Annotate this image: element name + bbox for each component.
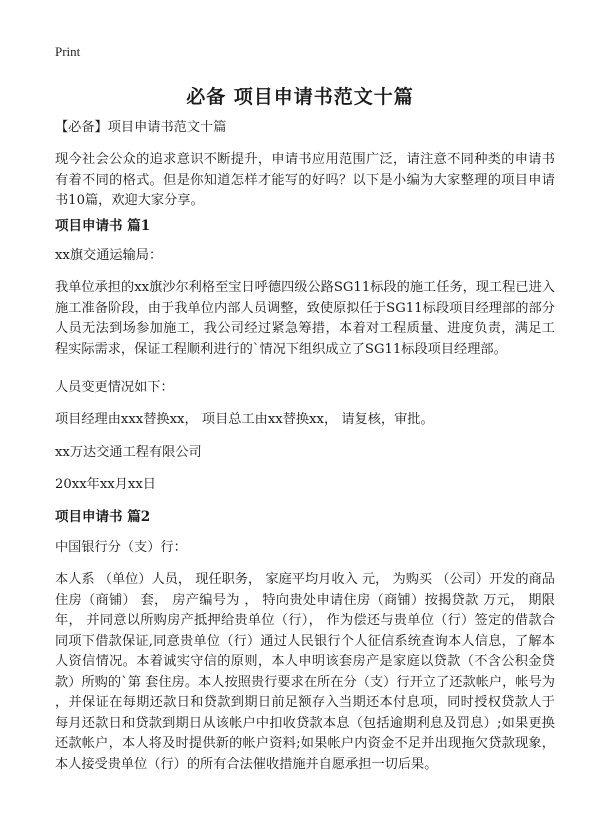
section1-date: 20xx年xx月xx日 bbox=[55, 477, 156, 492]
section1-body bbox=[55, 278, 555, 360]
section2-body bbox=[55, 570, 555, 775]
section1-heading: 项目申请书 篇1 bbox=[55, 218, 151, 234]
section1-change-detail: 项目经理由xxx替换xx， 项目总工由xx替换xx， 请复核，审批。 bbox=[55, 412, 434, 427]
section1-change-label: 人员变更情况如下： bbox=[55, 380, 174, 395]
section1-salutation: xx旗交通运输局： bbox=[55, 248, 163, 263]
subtitle-text: 【必备】项目申请书范文十篇 bbox=[55, 120, 227, 135]
intro-text: 现今社会公众的追求意识不断提升，申请书应用范围广泛，请注意不同种类的申请书有着不同的格式。但是你知道怎样才能写的好吗？以下是小编为大家整理的项目申请书10篇，欢迎大家分享。 bbox=[55, 152, 555, 208]
section2-heading: 项目申请书 篇2 bbox=[55, 509, 151, 525]
subtitle bbox=[55, 118, 555, 139]
print-label[interactable]: Print bbox=[55, 44, 81, 59]
intro-paragraph bbox=[55, 150, 555, 212]
page-title: 必备 项目申请书范文十篇 bbox=[186, 86, 414, 108]
section2-body-text: 本人系 （单位）人员， 现任职务， 家庭平均月收入 元， 为购买 （公司）开发的商品住房（商铺） 套， 房产编号为 ， 特向贵处申请住房（商铺）按揭贷款 万元， 期限 年， 并同意以所购房产抵押给贵单位（行）， 作为偿还与贵单位（行）签定的借款合同项下借款保证,同意贵单位（行）通过人民银行个人征信系统查询本人信息，了解本人资信情况。本着诚实守信的原则，本人申明该套房产是家庭以贷款（不含公积金贷款）所购的`第 套住房。本人按照贵行要求在所在分（支）行开立了还款帐户，帐号为 ，并保证在每期还款日和贷款到期日前足额存入当期还本付息项，同时授权贷款人于每月还款日和贷款到期日从该帐户中扣收贷款本息（包括逾期利息及罚息）;如果更换还款帐户，本人将及时提供新的帐户资料;如果帐户内资金不足并出现拖欠贷款现象，本人接受贵单位（行）的所有合法催收措施并自愿承担一切后果。 bbox=[55, 572, 555, 772]
section2-salutation: 中国银行分（支）行： bbox=[55, 540, 187, 555]
section1-body-text: 我单位承担的xx旗沙尔利格至宝日呼德四级公路SG11标段的施工任务，现工程已进入施工准备阶段，由于我单位内部人员调整，致使原拟任于SG11标段项目经理部的部分人员无法到场参加施工，我公司经过紧急筹措，本着对工程质量、进度负责，满足工程实际需求，保证工程顺利进行的`情况下组织成立了SG11标段项目经理部。 bbox=[55, 280, 555, 357]
section1-company: xx万达交通工程有限公司 bbox=[55, 445, 202, 460]
